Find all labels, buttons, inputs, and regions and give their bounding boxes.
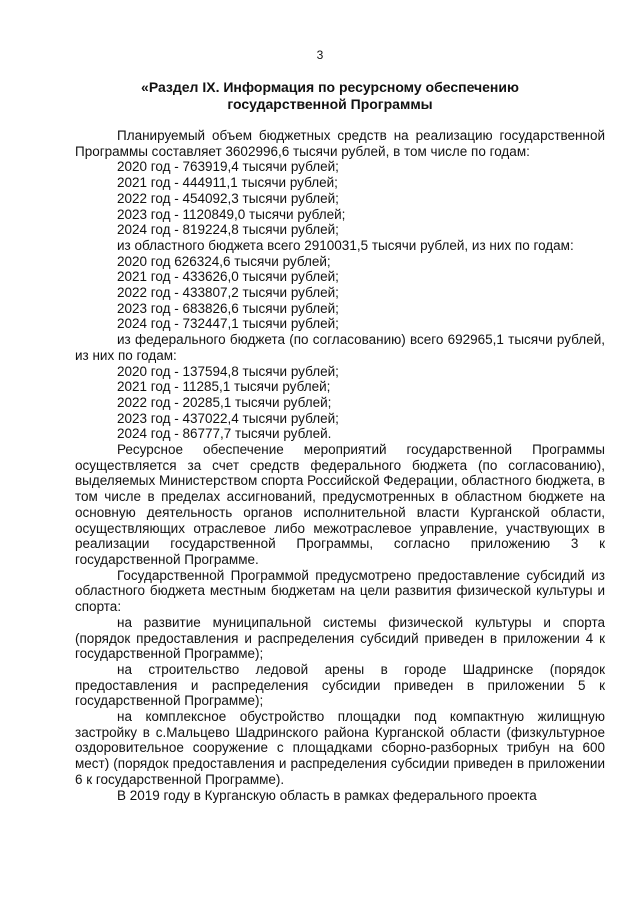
list-item: 2024 год - 819224,8 тысячи рублей; xyxy=(117,222,339,238)
list-item: 2021 год - 444911,1 тысячи рублей; xyxy=(117,175,338,191)
document-body xyxy=(75,128,605,803)
list-item: 2023 год - 1120849,0 тысячи рублей; xyxy=(117,206,346,222)
list-item: 2023 год - 683826,6 тысячи рублей; xyxy=(117,300,339,316)
regional-budget-intro: из областного бюджета всего 2910031,5 тысячи рублей, из них по годам: xyxy=(117,237,574,253)
resource-paragraph: Ресурсное обеспечение мероприятий государственной Программы осуществляется за счет средств федерального бюджета (по согласованию), выделяемых Министерством спорта Российской Федерации, областного бюджета, в том числе в пределах ассигнований, предусмотренных в областном бюджете на основную деятельность органов исполнительной власти Курганской области, осуществляющих отраслевое либо межотраслевое управление, участвующих в реализации государственной Программы, согласно приложению 3 к государственной Программе. xyxy=(75,442,605,567)
list-item: 2023 год - 437022,4 тысячи рублей; xyxy=(117,410,339,426)
subsidies-paragraph: Государственной Программой предусмотрено предоставление субсидий из областного бюджета местным бюджетам на цели развития физической культуры и спорта: xyxy=(75,567,605,615)
list-item: 2020 год - 137594,8 тысячи рублей; xyxy=(117,363,339,379)
list-item: 2024 год - 86777,7 тысячи рублей. xyxy=(117,426,332,442)
page-number: 3 xyxy=(316,48,324,62)
federal-by-year-list xyxy=(75,364,605,443)
list-item: 2022 год - 454092,3 тысячи рублей; xyxy=(117,190,339,206)
federal-budget-intro: из федерального бюджета (по согласованию) всего 692965,1 тысячи рублей, из них по годам: xyxy=(75,332,605,363)
total-by-year-list xyxy=(75,159,605,238)
list-item: 2024 год - 732447,1 тысячи рублей; xyxy=(117,316,339,332)
list-item: 2021 год - 433626,0 тысячи рублей; xyxy=(117,269,339,285)
list-item: 2021 год - 11285,1 тысячи рублей; xyxy=(117,379,331,395)
intro-paragraph: Планируемый объем бюджетных средств на реализацию государственной Программы составляет 3602996,6 тысячи рублей, в том числе по годам: xyxy=(75,128,605,159)
subsidy-item: на комплексное обустройство площадки под компактную жилищную застройку в с.Мальцево Шадринского района Курганской области (физкультурное оздоровительное сооружение с площадками сборно-разборных трибун на 600 мест) (порядок предоставления и распределения субсидии приведен в приложении 6 к государственной Программе). xyxy=(75,709,605,787)
section-title: «Раздел IX. Информация по ресурсному обеспечению государственной Программы xyxy=(141,79,519,112)
list-item: 2022 год - 433807,2 тысячи рублей; xyxy=(117,285,339,301)
regional-by-year-list xyxy=(75,254,605,333)
last-paragraph: В 2019 году в Курганскую область в рамках федерального проекта xyxy=(117,787,537,803)
subsidy-item: на строительство ледовой арены в городе Шадринске (порядок предоставления и распределения субсидии приведен в приложении 5 к государственной Программе); xyxy=(75,661,605,709)
list-item: 2020 год 626324,6 тысячи рублей; xyxy=(117,253,331,269)
list-item: 2020 год - 763919,4 тысячи рублей; xyxy=(117,159,339,175)
subsidy-item: на развитие муниципальной системы физической культуры и спорта (порядок предоставления и распределения субсидий приведен в приложении 4 к государственной Программе); xyxy=(75,614,605,662)
list-item: 2022 год - 20285,1 тысячи рублей; xyxy=(117,394,332,410)
